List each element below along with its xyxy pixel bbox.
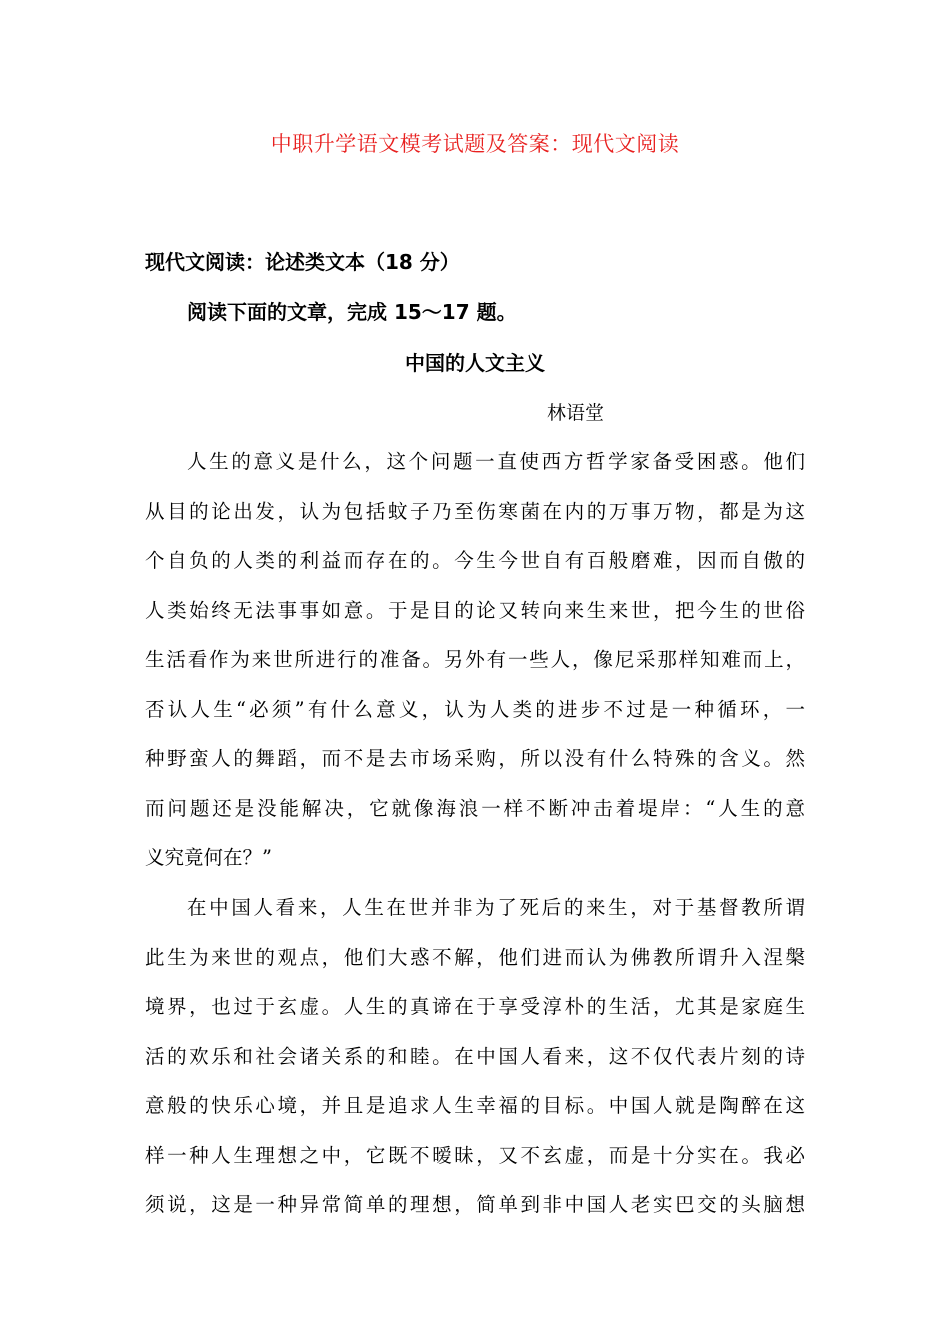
paragraph-line: 生活看作为来世所进行的准备。另外有一些人，像尼采那样知难而上， [145,648,805,671]
article-title: 中国的人文主义 [405,351,545,375]
paragraph-line: 在中国人看来，人生在世并非为了死后的来生，对于基督教所谓 [187,896,805,919]
paragraph-line: 意般的快乐心境，并且是追求人生幸福的目标。中国人就是陶醉在这 [145,1094,805,1117]
paragraph-line: 种野蛮人的舞蹈，而不是去市场采购，所以没有什么特殊的含义。然 [145,747,805,770]
paragraph-line: 从目的论出发，认为包括蚊子乃至伤寒菌在内的万事万物，都是为这 [145,499,805,523]
paragraph-line: 样一种人生理想之中，它既不暧昧，又不玄虚，而是十分实在。我必 [145,1143,805,1167]
paragraph-line: 境界，也过于玄虚。人生的真谛在于享受淳朴的生活，尤其是家庭生 [145,995,805,1018]
paragraph-line: 个自负的人类的利益而存在的。今生今世自有百般磨难，因而自傲的 [145,549,805,572]
article-author: 林语堂 [547,402,605,424]
paragraph-line: 而问题还是没能解决，它就像海浪一样不断冲击着堤岸：“人生的意 [145,796,805,820]
article-paragraph [145,883,805,1230]
paragraph-line: 否认人生“必须”有什么意义，认为人类的进步不过是一种循环，一 [145,697,805,721]
paragraph-line: 此生为来世的观点，他们大惑不解，他们进而认为佛教所谓升入涅槃 [145,945,805,969]
section-heading: 现代文阅读：论述类文本（18 分） [145,250,460,274]
paragraph-line: 义究竟何在？” [145,846,272,869]
article-paragraph [145,437,805,883]
paragraph-line: 活的欢乐和社会诸关系的和睦。在中国人看来，这不仅代表片刻的诗 [145,1044,805,1068]
paragraph-line: 人类始终无法事事如意。于是目的论又转向来生来世，把今生的世俗 [145,598,805,622]
document-title: 中职升学语文模考试题及答案：现代文阅读 [270,132,680,156]
paragraph-line: 须说，这是一种异常简单的理想，简单到非中国人老实巴交的头脑想 [145,1193,805,1216]
question-instruction: 阅读下面的文章，完成 15～17 题。 [187,300,517,324]
paragraph-line: 人生的意义是什么，这个问题一直使西方哲学家备受困惑。他们 [187,450,805,473]
